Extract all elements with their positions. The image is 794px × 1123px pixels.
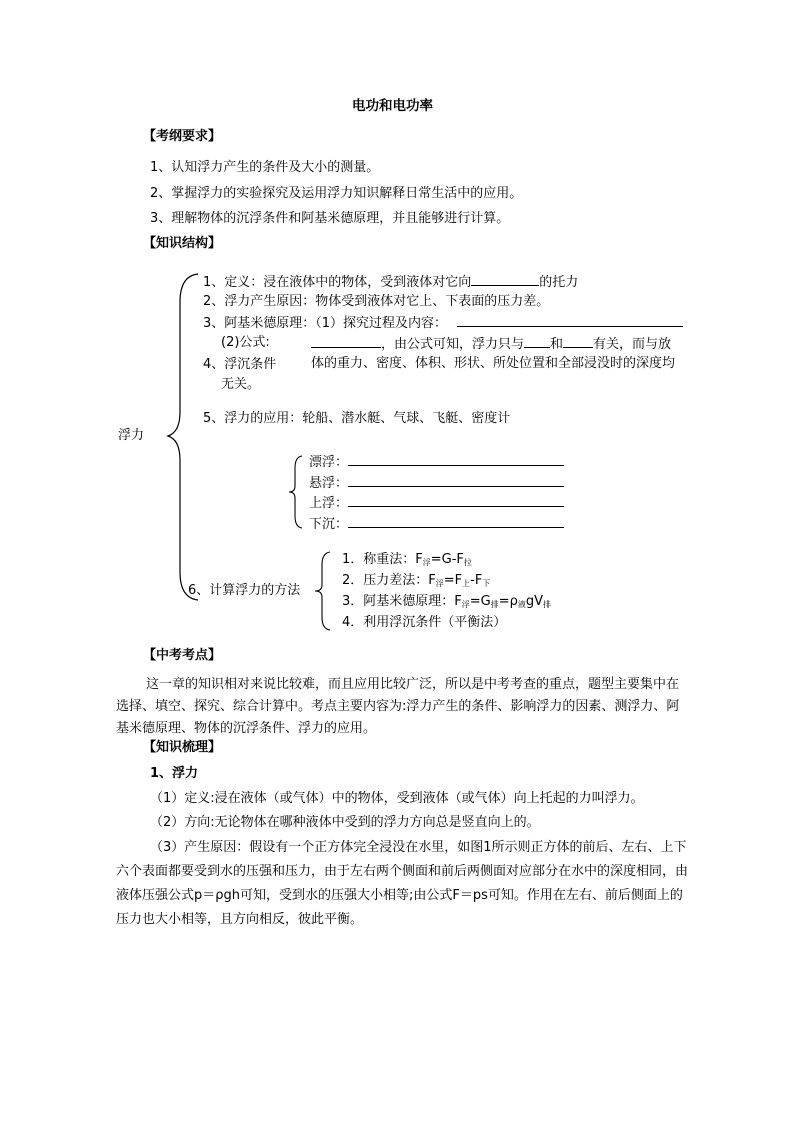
- fill-blank[interactable]: [348, 515, 564, 528]
- section-heading-exam: 【中考考点】: [143, 648, 222, 663]
- requirement-item: 3、理解物体的沉浮条件和阿基米德原理，并且能够进行计算。: [150, 211, 510, 226]
- float-state-label: 悬浮：: [309, 476, 349, 491]
- calc-sub: 液: [517, 600, 526, 609]
- item-3-text: 3、阿基米德原理：（1）探究过程及内容：: [203, 316, 448, 331]
- sort-item-3: （3）产生原因：假设有一个正方体完全浸没在水里，如图1所示则正方体的前后、左右、上下六个表面都要受到水的压强和压力，由于左右两个侧面和前后两侧面对应部分在水中的深度相同，由液体压强公式p＝ρgh可知，受到水的压强大小相等;由公式F＝ps可知。作用在左右、前后侧面上的压力也大小相等，且方向相反，彼此平衡。: [116, 840, 689, 927]
- formula-text: ，由公式可知，浮力只与: [381, 337, 525, 352]
- calc-text: =G-F: [430, 552, 464, 567]
- float-state-label: 上浮：: [309, 496, 349, 511]
- calc-sub: 下: [482, 579, 491, 588]
- fill-blank[interactable]: [457, 314, 683, 327]
- float-state-floating: [309, 453, 564, 471]
- formula-continuation-end: 无关。: [221, 377, 261, 392]
- formula-and: 和: [550, 337, 564, 352]
- calc-text: 1．称重法：F: [342, 552, 423, 567]
- section-heading-requirements: 【考纲要求】: [143, 129, 222, 144]
- calc-sub: 排: [543, 600, 552, 609]
- fill-blank[interactable]: [524, 335, 550, 348]
- float-state-label: 下沉：: [309, 517, 349, 532]
- float-state-rising: [309, 494, 564, 512]
- structure-item-1: [203, 273, 578, 291]
- calc-sub: 浮: [435, 579, 444, 588]
- calc-method-4: 4．利用浮沉条件（平衡法）: [342, 615, 507, 630]
- calc-sub: 浮: [422, 558, 431, 567]
- float-state-sinking: [309, 515, 564, 533]
- calc-brace-icon: [312, 550, 334, 632]
- fill-blank[interactable]: [348, 474, 564, 487]
- section-heading-structure: 【知识结构】: [143, 236, 222, 251]
- calc-sub: 拉: [463, 558, 472, 567]
- exam-paragraph: 这一章的知识相对来说比较难，而且应用比较广泛，所以是中考考查的重点，题型主要集中在选择、填空、探究、综合计算中。考点主要内容为:浮力产生的条件、影响浮力的因素、测浮力、阿基米德原理、物体的沉浮条件、浮力的应用。: [116, 677, 680, 736]
- sort-subheading: 1、浮力: [150, 766, 199, 781]
- calc-sub: 浮: [461, 600, 470, 609]
- calc-sub: 上: [462, 579, 471, 588]
- section-heading-sort: 【知识梳理】: [143, 740, 222, 755]
- formula-line: [311, 335, 671, 353]
- item-1-text: 1、定义：浸在液体中的物体，受到液体对它向: [203, 275, 472, 290]
- structure-item-3: [203, 314, 683, 332]
- formula-label: (2)公式:: [221, 335, 270, 350]
- structure-item-4: 4、浮沉条件: [203, 357, 277, 372]
- sort-item-1: （1）定义:浸在液体（或气体）中的物体，受到液体（或气体）向上托起的力叫浮力。: [150, 791, 644, 806]
- formula-text-end: 有关，而与放: [593, 337, 672, 352]
- float-state-label: 漂浮：: [309, 455, 349, 470]
- structure-item-5: 5、浮力的应用：轮船、潜水艇、气球、飞艇、密度计: [203, 411, 511, 426]
- calc-text: 2．压力差法：F: [342, 573, 436, 588]
- calc-text: =G: [469, 594, 491, 609]
- fill-blank[interactable]: [311, 335, 381, 348]
- root-label: 浮力: [118, 428, 145, 443]
- page-title: 电功和电功率: [352, 98, 433, 114]
- item-1-text-end: 的托力: [539, 275, 579, 290]
- calc-method-3: [342, 594, 551, 613]
- calc-text: =ρ: [498, 594, 518, 609]
- calc-text: -F: [470, 573, 483, 588]
- sort-item-2: （2）方向:无论物体在哪种液体中受到的浮力方向总是竖直向上的。: [150, 815, 540, 830]
- calc-method-2: [342, 573, 490, 592]
- calc-text: 3．阿基米德原理：F: [342, 594, 462, 609]
- structure-item-6: 6、计算浮力的方法: [188, 583, 301, 598]
- formula-continuation: 体的重力、密度、体积、形状、所处位置和全部浸没时的深度均: [311, 356, 676, 371]
- big-brace-icon: [164, 272, 204, 602]
- small-brace-icon: [286, 454, 306, 530]
- requirement-item: 2、掌握浮力的实验探究及运用浮力知识解释日常生活中的应用。: [150, 186, 523, 201]
- calc-method-1: [342, 552, 472, 571]
- structure-item-2: 2、浮力产生原因：物体受到液体对它上、下表面的压力差。: [203, 294, 550, 309]
- calc-sub: 排: [490, 600, 499, 609]
- fill-blank[interactable]: [348, 494, 564, 507]
- float-state-suspended: [309, 474, 564, 492]
- calc-text: =F: [443, 573, 463, 588]
- requirement-item: 1、认知浮力产生的条件及大小的测量。: [150, 160, 380, 175]
- fill-blank[interactable]: [471, 273, 539, 286]
- fill-blank[interactable]: [348, 453, 564, 466]
- calc-text: gV: [525, 594, 544, 609]
- fill-blank[interactable]: [563, 335, 593, 348]
